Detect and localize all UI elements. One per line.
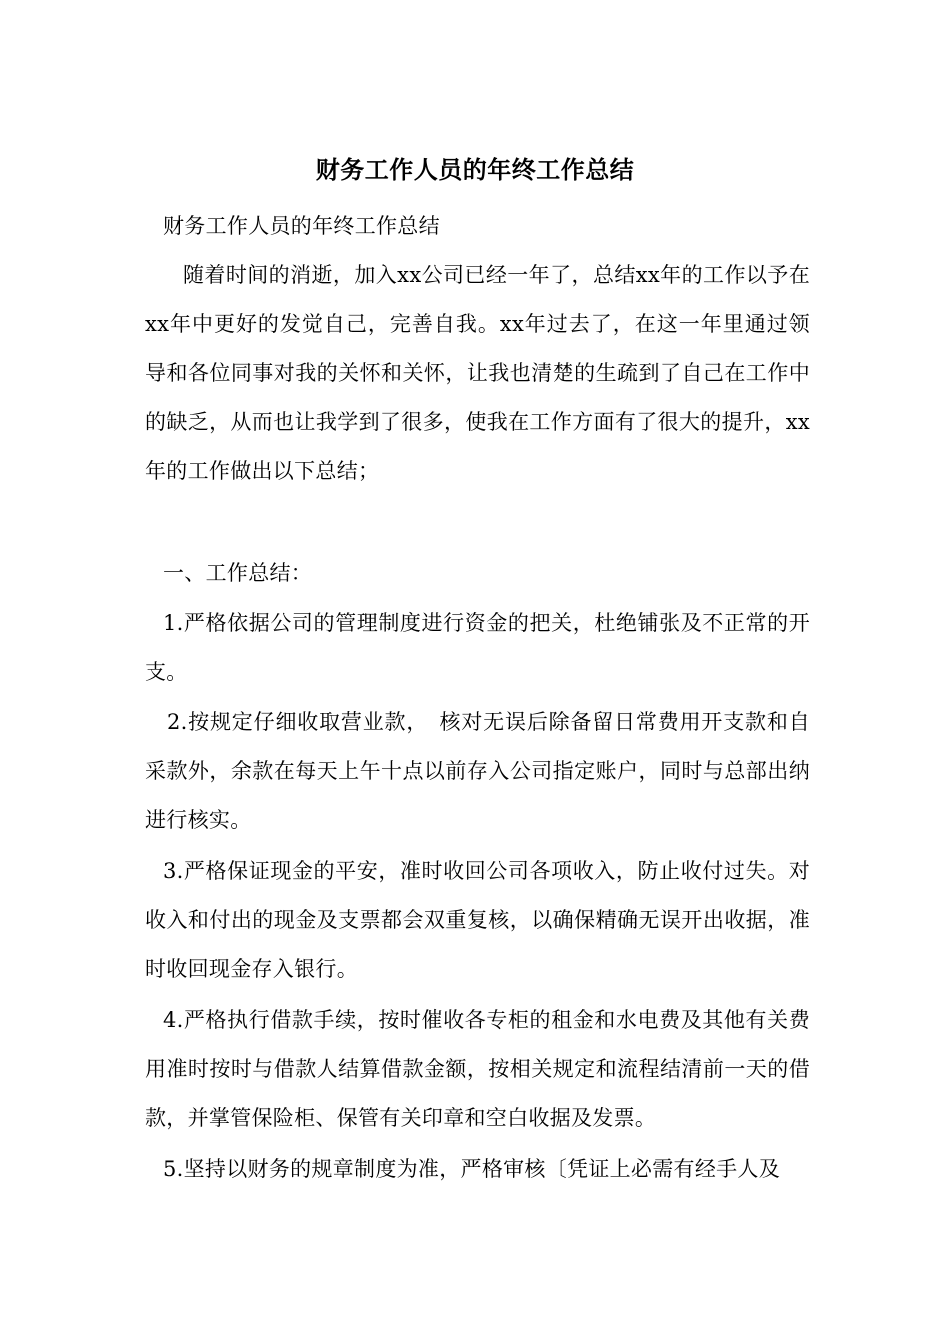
section-heading: 一、工作总结： (163, 561, 313, 585)
list-item: 4.严格执行借款手续，按时催收各专柜的租金和水电费及其他有关费用准时按时与借款人结算借款金额，按相关规定和流程结清前一天的借款，并掌管保险柜、保管有关印章和空白收据及发票。 (145, 1008, 810, 1130)
intro-paragraph: 随着时间的消逝，加入xx公司已经一年了，总结xx年的工作以予在xx年中更好的发觉自己，完善自我。xx年过去了，在这一年里通过领导和各位同事对我的关怀和关怀，让我也清楚的生疏到了自己在工作中的缺乏，从而也让我学到了很多，使我在工作方面有了很大的提升，xx年的工作做出以下总结； (145, 263, 810, 483)
list-item: 1.严格依据公司的管理制度进行资金的把关，杜绝铺张及不正常的开支。 (145, 611, 810, 684)
document-title: 财务工作人员的年终工作总结 (315, 155, 635, 184)
list-item: 2.按规定仔细收取营业款， 核对无误后除备留日常费用开支款和自采款外，余款在每天上午十点以前存入公司指定账户，同时与总部出纳进行核实。 (145, 710, 810, 832)
list-item: 3.严格保证现金的平安，准时收回公司各项收入，防止收付过失。对收入和付出的现金及支票都会双重复核，以确保精确无误开出收据，准时收回现金存入银行。 (145, 859, 810, 981)
document-subtitle: 财务工作人员的年终工作总结 (163, 214, 440, 238)
list-item: 5.坚持以财务的规章制度为准，严格审核〔凭证上必需有经手人及 (163, 1157, 781, 1181)
